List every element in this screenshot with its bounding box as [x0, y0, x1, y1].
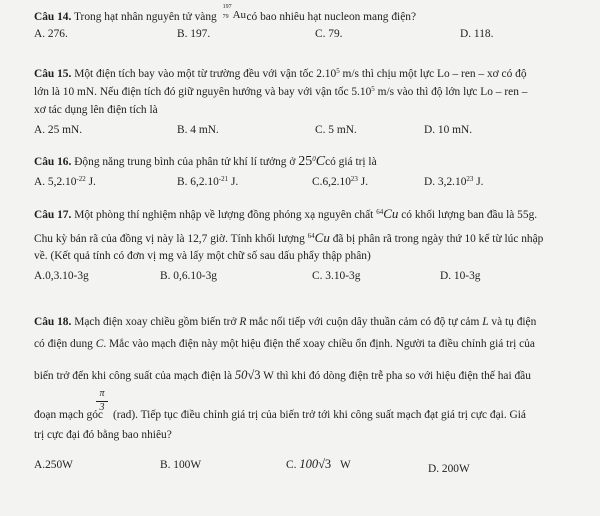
q17-line-2: Chu kỳ bán rã của đồng vị này là 12,7 giờ. Tính khối lượng $^{64}$Cu đã bị phân rã trong ngày thứ 10 kể từ lúc nhập — [34, 230, 544, 245]
q17-option-b[interactable]: B. 0,6.10-3g — [160, 270, 217, 282]
q18-option-d[interactable]: D. 200W — [428, 463, 470, 475]
q17-isotope-2: $^{64}$Cu — [307, 230, 330, 245]
q18-line-5: trị cực đại đó bằng bao nhiêu? — [34, 429, 172, 441]
q14-label: Câu 14. — [34, 11, 72, 23]
q18-option-b[interactable]: B. 100W — [160, 459, 202, 471]
q14-stem — [34, 4, 417, 23]
q16-option-c[interactable]: C.6,2.10$^{23}$ J. — [312, 175, 369, 188]
q18-line-1: Câu 18. Mạch điện xoay chiều gồm biến trở R mắc nối tiếp với cuộn dây thuần cảm có độ tự cảm L và tụ điện — [34, 316, 537, 328]
q18-line-2: có điện dung C. Mắc vào mạch điện này một hiệu điện thế xoay chiều ổn định. Người ta điều chỉnh giá trị của — [34, 338, 535, 350]
q16-stem: Câu 16. Động năng trung bình của phân tử khí lí tưởng ở $25^0Ccó$ giá trị là — [34, 154, 377, 169]
q14-text-b: có bao nhiêu hạt nucleon mang điện? — [246, 11, 417, 23]
q15-label: Câu 15. — [34, 68, 72, 80]
q14-option-a[interactable]: A. 276. — [34, 28, 68, 40]
q14-text-a: Trong hạt nhân nguyên tử vàng — [74, 11, 217, 23]
q18-label: Câu 18. — [34, 316, 72, 328]
q17-label: Câu 17. — [34, 209, 72, 221]
q15-option-a[interactable]: A. 25 mN. — [34, 124, 83, 136]
q16-option-b[interactable]: B. $6,2.10^{-21}$ J. — [177, 175, 239, 188]
q16-temperature: $25^0C$ — [298, 154, 326, 169]
q18-option-c[interactable]: C. 100√3 W — [286, 457, 351, 471]
q18-power-value: 50√3 — [234, 368, 261, 382]
q16-label: Câu 16. — [34, 156, 72, 168]
q17-option-d[interactable]: D. 10-3g — [440, 270, 481, 282]
q14-option-b[interactable]: B. 197. — [177, 28, 211, 40]
q18-pi-denominator: 3 — [99, 402, 105, 413]
q18-pi-numerator: π — [99, 388, 105, 399]
q16-option-d[interactable]: D. 3,2.10$^{23}$ J. — [424, 175, 484, 188]
q15-option-b[interactable]: B. 4 mN. — [177, 124, 219, 136]
q17-isotope-1: $^{64}$Cu — [376, 206, 399, 221]
q16-option-a[interactable]: A. $5,2.10^{-22}$ J. — [34, 175, 96, 188]
q14-option-d[interactable]: D. 118. — [460, 28, 494, 40]
q14-option-c[interactable]: C. 79. — [315, 28, 343, 40]
q15-option-c[interactable]: C. 5 mN. — [315, 124, 357, 136]
q17-option-c[interactable]: C. 3.10-3g — [312, 270, 361, 282]
q18-line-4b: (rad). Tiếp tục điều chỉnh giá trị của biến trở tới khi công suất mạch đạt giá trị cực đại. Giá — [113, 409, 526, 421]
q15-line-3: xơ tác dụng lên điện tích là — [34, 104, 158, 116]
q15-line-2: lớn là 10 mN. Nếu điện tích đó giữ nguyên hướng và bay với vận tốc 5.10$^5$ m/s vào thì độ lớn lực Lo – ren – — [34, 85, 528, 98]
q17-line-3: về. (Kết quả tính có đơn vị mg và lấy một chữ số sau dấu phẩy thập phân) — [34, 250, 371, 262]
q17-option-a[interactable]: A.0,3.10-3g — [34, 270, 89, 282]
q18-option-a[interactable]: A.250W — [34, 459, 73, 471]
q14-isotope: 197 79 Au — [222, 4, 247, 21]
q18-line-3: biến trở đến khi công suất của mạch điện là 50√3 W thì khi đó dòng điện trễ pha so với hiệu điện thế hai đầu — [34, 368, 531, 382]
q17-line-1: Câu 17. Một phòng thí nghiệm nhập về lượng đồng phóng xạ nguyên chất $^{64}$Cu có khối lượng ban đầu là 55g. — [34, 206, 538, 221]
q18-line-4a: đoạn mạch góc — [34, 409, 103, 421]
q15-line-1: Câu 15. Một điện tích bay vào một từ trường đều với vận tốc 2.10$^5$ m/s thì chịu một lực Lo – ren – xơ có độ — [34, 67, 527, 80]
q15-option-d[interactable]: D. 10 mN. — [424, 124, 473, 136]
